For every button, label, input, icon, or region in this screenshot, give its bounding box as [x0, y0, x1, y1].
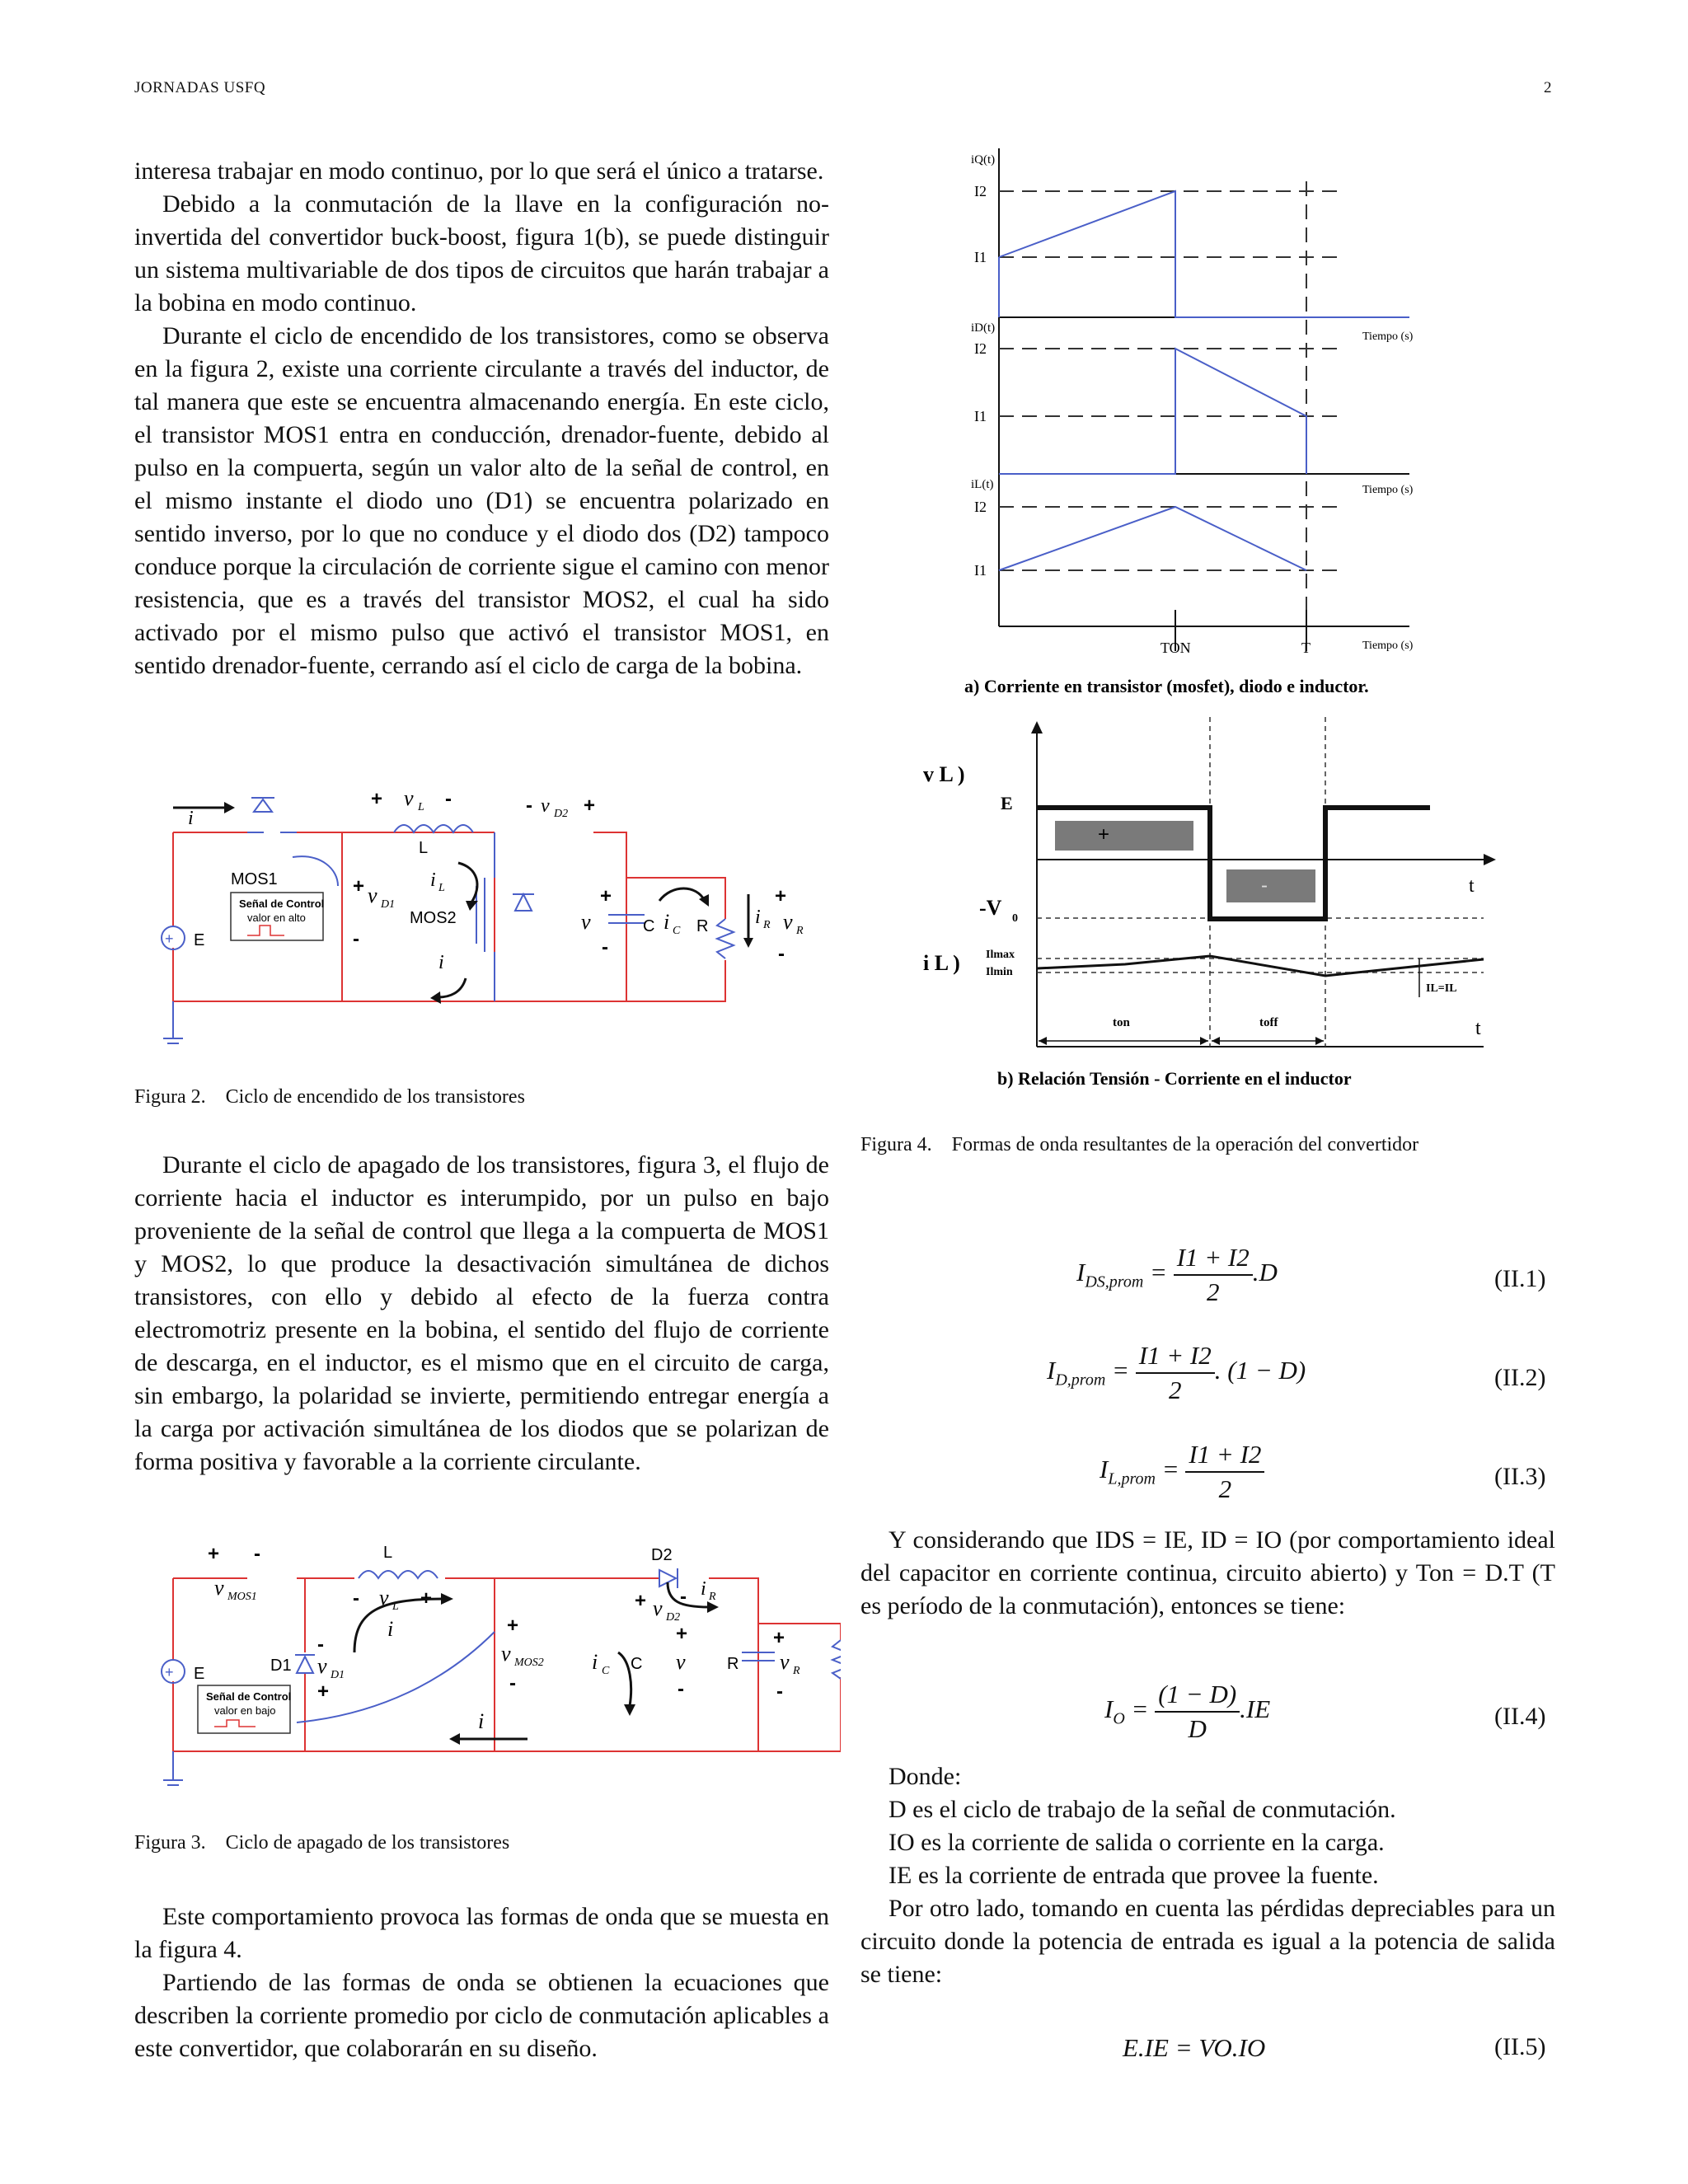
vD2-label: v	[541, 795, 550, 817]
figure-3-circuit	[132, 1537, 841, 1793]
vD2-sub: D2	[666, 1611, 681, 1624]
vD2-plus: +	[584, 794, 596, 817]
vD1-sub: D1	[331, 1669, 345, 1681]
minusV-sub: 0	[1012, 912, 1018, 925]
vD1-label: v	[368, 883, 377, 907]
time-axis-label: Tiempo (s)	[1362, 484, 1414, 496]
v-label: v	[581, 910, 591, 934]
label-E: E	[194, 931, 205, 949]
vL-axis-label: v L )	[923, 762, 965, 786]
vL-minus: -	[445, 788, 452, 810]
ic-sub: C	[602, 1665, 610, 1677]
I1-label-l: I1	[974, 562, 987, 579]
v-label: v	[676, 1650, 686, 1674]
definition-D: D es el ciclo de trabajo de la señal de conmutación.	[889, 1796, 1396, 1823]
I1-label-q: I1	[974, 249, 987, 265]
paragraph: Y considerando que IDS = IE, ID = IO (por comportamiento ideal del capacitor en corriente continua, circuito abierto) y Ton = D.T (T es período de la conmutación), entonces se tiene:	[860, 1526, 1555, 1619]
definition-IE: IE es la corriente de entrada que provee la fuente.	[889, 1862, 1379, 1889]
negative-area-sign: -	[1261, 874, 1268, 897]
paragraph: Durante el ciclo de encendido de los transistores, como se observa en la figura 2, existe una corriente circulante a través del inductor, de tal manera que este se encuentra almacenando energía. En este ciclo, el transistor MOS1 entra en conducción, drenador-fuente, debido al pulso en la compuerta, según un valor alto de la señal de control, en el mismo instante el diodo uno (D1) se encuentra polarizado en sentido inverso, por lo que no conduce y el diodo dos (D2) tampoco conduce porque la circulación de corriente sigue el camino con menor resistencia, que es a través del transistor MOS2, el cual ha sido activado por el mismo pulso que activó el transistor MOS1, en sentido drenador-fuente, cerrando así el ciclo de carga de la bobina.	[134, 322, 829, 679]
vD1-minus: -	[353, 928, 359, 950]
E-level-label: E	[1001, 793, 1013, 813]
I2-label-q: I2	[974, 183, 987, 199]
figure-4a-subcaption: a) Corriente en transistor (mosfet), diodo e inductor.	[964, 676, 1369, 696]
equation-number-II-4: (II.4)	[1494, 1703, 1546, 1730]
label-C: C	[631, 1655, 643, 1673]
vL-label: v	[379, 1586, 389, 1610]
label-C: C	[643, 917, 655, 935]
paragraph: interesa trabajar en modo continuo, por lo que será el único a tratarse.	[134, 157, 824, 185]
vMOS2-sub: MOS2	[514, 1657, 544, 1669]
label-D1: D1	[270, 1657, 292, 1675]
control-signal-label: Señal de Control	[239, 898, 325, 910]
v-minus: -	[602, 936, 608, 958]
iL-axis-label: i L )	[923, 951, 960, 975]
figure-2-caption-text: Ciclo de encendido de los transistores	[225, 1086, 525, 1108]
figure-3-caption	[134, 1830, 509, 1855]
vMOS1-plus: +	[208, 1543, 220, 1565]
paragraph: Donde:	[889, 1763, 962, 1790]
left-column-bottom	[134, 1900, 829, 2065]
figure-2-caption	[134, 1085, 525, 1109]
label-L: L	[383, 1544, 393, 1562]
paragraph: Debido a la conmutación de la llave en la configuración no-invertida del convertidor buck-boost, figura 1(b), se puede distinguir un sistema multivariable de dos tipos de circuitos que harán trabajar a la bobina en modo continuo.	[134, 190, 829, 316]
source-plus: +	[165, 930, 174, 947]
figure-3-caption-label: Figura 3.	[134, 1832, 206, 1854]
paragraph: Durante el ciclo de apagado de los transistores, figura 3, el flujo de corriente hacia el inductor es interumpido, por un pulso en bajo proveniente de la señal de control que llega a la compuerta de MOS1 y MOS2, lo que produce la desactivación simultánea de dichos transistores, con ello y debido al efecto de la fuerza contra electromotriz presente en la bobina, el sentido del flujo de corriente de descarga, en el inductor, es el mismo que en el circuito de carga, sin embargo, la polaridad se invierte, permitiendo entregar energía a la carga por activación simultánea de los diodos que se polarizan de forma positiva y favorable a la corriente circulante.	[134, 1151, 829, 1475]
vR-minus: -	[778, 943, 785, 965]
iD-axis-label: iD(t)	[971, 321, 996, 335]
vMOS2-label: v	[501, 1642, 511, 1666]
vMOS2-plus: +	[507, 1615, 519, 1637]
figure-4-caption-text: Formas de onda resultantes de la operación del convertidor	[951, 1134, 1419, 1155]
Ilmin-label: Ilmin	[986, 966, 1013, 978]
label-mos2: MOS2	[410, 909, 457, 927]
ton-tick-label: TON	[1160, 640, 1191, 656]
label-mos1: MOS1	[231, 870, 278, 888]
label-i: i	[188, 808, 194, 829]
vL-plus: +	[371, 788, 383, 810]
equation-number-II-2: (II.2)	[1494, 1364, 1546, 1391]
definition-IO: IO es la corriente de salida o corriente en la carga.	[889, 1829, 1385, 1856]
right-column-consider	[860, 1524, 1555, 1623]
iL-axis-label: iL(t)	[971, 478, 994, 491]
vMOS1-label: v	[214, 1576, 224, 1600]
label-E: E	[194, 1665, 205, 1683]
iR-label: i	[701, 1578, 706, 1600]
vR-label: v	[783, 910, 793, 934]
figure-4-caption	[860, 1132, 1418, 1157]
vL-plus: +	[420, 1587, 433, 1610]
iL-sub: L	[438, 882, 445, 894]
v-plus: +	[676, 1623, 688, 1645]
right-column-definitions	[860, 1760, 1555, 1991]
time-axis-label: Tiempo (s)	[1362, 330, 1414, 343]
i-return-label: i	[438, 952, 444, 973]
label-R: R	[727, 1655, 739, 1673]
control-signal-value: valor en bajo	[214, 1704, 276, 1717]
label-R: R	[696, 917, 709, 935]
time-axis-label: Tiempo (s)	[1362, 640, 1414, 652]
vL-sub: L	[392, 1601, 399, 1613]
vD1-sub: D1	[381, 898, 396, 911]
paragraph: Este comportamiento provoca las formas de onda que se muesta en la figura 4.	[134, 1903, 829, 1963]
paragraph: Por otro lado, tomando en cuenta las pérdidas depreciables para un circuito donde la potencia de entrada es igual a la potencia de salida se tiene:	[860, 1895, 1555, 1988]
equation-II-5: E.IE = VO.IO	[1123, 2033, 1266, 2062]
iR-sub: R	[709, 1591, 716, 1603]
vR-plus: +	[773, 1627, 785, 1649]
control-signal-label: Señal de Control	[206, 1690, 292, 1703]
vD2-plus: +	[635, 1590, 647, 1612]
vD2-minus: -	[680, 1586, 687, 1608]
toff-label: toff	[1259, 1016, 1278, 1029]
figure-2-caption-label: Figura 2.	[134, 1086, 206, 1108]
figure-4a-waveforms	[964, 148, 1434, 701]
vD2-label: v	[653, 1596, 663, 1620]
vD2-minus: -	[526, 794, 532, 817]
v-plus: +	[600, 885, 612, 907]
vL-minus: -	[353, 1587, 359, 1610]
t-axis-label: t	[1475, 1018, 1481, 1039]
equation-II-4: $I_O$ = $\frac{(1 - D)}{D}$ .IE	[1104, 1680, 1271, 1743]
left-column-top	[134, 155, 829, 682]
ic-label: i	[663, 910, 670, 934]
positive-area-sign: +	[1098, 823, 1110, 846]
vR-sub: R	[796, 925, 804, 937]
vD1-minus: -	[317, 1633, 324, 1656]
vR-minus: -	[776, 1680, 783, 1703]
figure-4b-subcaption: b) Relación Tensión - Corriente en el inductor	[997, 1068, 1352, 1089]
paragraph: Partiendo de las formas de onda se obtienen la ecuaciones que describen la corriente promedio por ciclo de conmutación aplicables a este convertidor, que colaborarán en su diseño.	[134, 1969, 829, 2062]
figure-4b-waveforms	[915, 717, 1500, 1096]
Ilmax-label: Ilmax	[986, 949, 1015, 961]
figure-4-caption-label: Figura 4.	[860, 1134, 932, 1155]
i-return-label: i	[478, 1709, 485, 1733]
vMOS1-minus: -	[254, 1543, 260, 1565]
vD1-plus: +	[317, 1680, 330, 1703]
vL-sub: L	[418, 801, 424, 813]
equation-number-II-1: (II.1)	[1494, 1265, 1546, 1292]
equation-II-1: $I_{DS,prom}$ = $\frac{I1 + I2}{2}$ .D	[1076, 1243, 1278, 1306]
i-label: i	[387, 1617, 394, 1641]
vR-sub: R	[793, 1665, 800, 1677]
vD1-plus: +	[353, 875, 365, 898]
iR-label: i	[755, 907, 761, 928]
vMOS1-sub: MOS1	[227, 1591, 257, 1603]
iL-label: i	[430, 869, 436, 891]
label-L: L	[419, 839, 429, 857]
ton-label: ton	[1113, 1016, 1130, 1029]
vL-label: v	[404, 786, 414, 810]
vR-label: v	[780, 1650, 790, 1674]
left-column-middle	[134, 1149, 829, 1479]
vR-plus: +	[775, 885, 787, 907]
vD2-sub: D2	[554, 808, 569, 820]
vD1-label: v	[317, 1654, 327, 1678]
equation-II-3: $I_{L,prom}$ = $\frac{I1 + I2}{2}$	[1100, 1440, 1264, 1504]
equation-II-2: $I_{D,prom}$ = $\frac{I1 + I2}{2}$ . (1 − D)	[1047, 1341, 1306, 1404]
ic-sub: C	[673, 925, 681, 937]
control-signal-value: valor en alto	[247, 912, 306, 924]
I1-label-d: I1	[974, 408, 987, 424]
I2-label-d: I2	[974, 340, 987, 357]
iR-sub: R	[763, 919, 771, 931]
vMOS2-minus: -	[509, 1672, 516, 1694]
page-number: 2	[1544, 79, 1552, 96]
running-header-journal: JORNADAS USFQ	[134, 79, 266, 96]
iQ-axis-label: iQ(t)	[971, 153, 996, 166]
T-tick-label: T	[1301, 640, 1311, 656]
minusV-label: -V	[979, 896, 1002, 920]
t-axis-label: t	[1469, 875, 1475, 897]
equation-number-II-5: (II.5)	[1494, 2033, 1546, 2060]
delta-IL-label: IL=IL	[1426, 982, 1457, 995]
label-D2: D2	[651, 1546, 673, 1564]
equation-number-II-3: (II.3)	[1494, 1463, 1546, 1490]
ic-label: i	[592, 1650, 598, 1674]
I2-label-l: I2	[974, 499, 987, 515]
figure-2-circuit	[132, 771, 841, 1051]
v-minus: -	[678, 1678, 684, 1700]
figure-3-caption-text: Ciclo de apagado de los transistores	[225, 1832, 510, 1854]
source-plus: +	[165, 1664, 174, 1680]
